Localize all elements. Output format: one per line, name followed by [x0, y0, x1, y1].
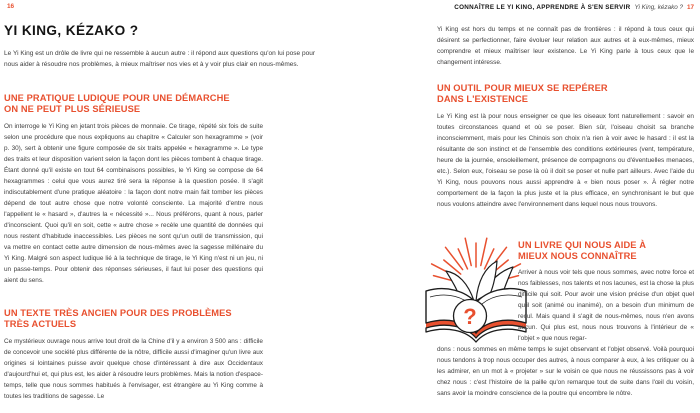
- body-paragraph-livre-narrow: Arriver à nous voir tels que nous sommes, avec notre force et nos faiblesses, nos talents et nos lacunes, est la chose la plus difficile qui soit. Pour avoir une vision précise d'un objet quel qu'il soit (animé ou inanimé), on a besoin d'un minimum de recul. Mais quand il s'agit de nous-mêmes, nous n'en avons aucun. Qui plus est, nous nous trouvons à l'intérieur de « l'objet » que nous regar-: [518, 269, 694, 342]
- body-paragraph-pratique-ludique: On interroge le Yi King en jetant trois pièces de monnaie. Ce tirage, répété six fois de suite selon une procédure que nous expliquons au chapitre « Calculer son hexagramme » (voir p. 30), sert à obtenir une figure composée de six traits appelée « hexagramme ». Le type des traits et leur disposition varient selon la façon dont les pièces tombent à chaque tirage. Étant donné qu'il existe en tout 64 combinaisons possibles, le Yi King se compose de 64 hexagrammes : celui que vous aurez tiré sera la réponse à la question posée. Il s'agit indiscutablement d'une pratique aléatoire : la façon dont notre main fait tomber les pièces dépend de tout autre chose que notre volonté consciente. La majorité d'entre nous l'appellent le « hasard », d'autres la « nécessité »... Nous préférons, quant à nous, parler d'inconscient. Quoi qu'il en soit, cette « autre chose » recèle une quantité de données qui nous restent d'habitude inaccessibles. Les pièces ne sont qu'un outil de transmission, qui va mettre en contact cette autre dimension de nous-mêmes avec la sagesse millénaire du Yi King. Malgré son aspect ludique lié à la technique de tirage, le Yi King n'est ni un jeu, ni un passe-temps. Pour obtenir des réponses sérieuses, il faut lui poser des questions qui aient du sens.: [4, 123, 263, 284]
- running-header-chapter: CONNAÎTRE LE YI KING, APPRENDRE À S'EN SERVIR: [454, 4, 631, 11]
- question-mark-badge: [454, 300, 487, 333]
- section-heading-outil: UN OUTIL POUR MIEUX SE REPÉRER DANS L'EXISTENCE: [437, 83, 608, 105]
- body-paragraph-outil: Le Yi King est là pour nous enseigner ce que les oiseaux font naturellement : savoir en toutes circonstances quand et où se poser. Bien sûr, l'oiseau choisit sa branche inconsciemment, mais pour les Chinois son choix n'a rien à voir avec le hasard : il est la résultante de son instinct et de l'ensemble des conditions extérieures (vent, température, heure de la journée, ensoleillement, présence de compagnons ou d'éventuelles menaces, etc.). Selon eux, l'oiseau se pose là où il doit se poser et nulle part ailleurs. Avec l'aide du Yi King, nous pouvons nous aussi apprendre à « bien nous poser ». À régler notre comportement de la façon la plus juste et la plus efficace, en synchronisant le but que nous voulons atteindre avec l'environnement dans lequel nous nous trouvons.: [437, 113, 694, 208]
- running-header: [454, 4, 694, 11]
- intro-paragraph: Le Yi King est un drôle de livre qui ne ressemble à aucun autre : il répond aux questions qu'on lui pose pour nous aider à résoudre nos problèmes, à mieux maîtriser nos vies et à y voir plus clair en nous-mêmes.: [4, 50, 315, 69]
- body-paragraph-livre-wide: dons : nous sommes en même temps le sujet observant et l'objet observé. Voilà pourquoi nous tendons à trop nous occuper des autres, à nous comparer à eux, à les critiquer ou à les admirer, en un mot à « projeter » sur le voisin ce que nous ne réussissons pas à voir chez nous : c'est l'histoire de la paille qu'on remarque tout de suite dans l'œil du voisin, sans avoir la moindre conscience de la poutre qui encombre le nôtre.: [437, 346, 694, 397]
- page-title: YI KING, KÉZAKO ?: [4, 23, 139, 38]
- lead-paragraph: Yi King est hors du temps et ne connaît pas de frontières : il répond à tous ceux qui désirent se perfectionner, faire évoluer leur relation aux autres et à eux-mêmes, mieux comprendre et mieux maîtriser leur existence. Le Yi King parle à tous ceux que le changement intéresse.: [437, 26, 694, 66]
- right-page: [350, 0, 700, 413]
- page-number-left: 16: [7, 3, 15, 10]
- section-heading-texte-ancien: UN TEXTE TRÈS ANCIEN POUR DES PROBLÈMES TRÈS ACTUELS: [4, 308, 232, 330]
- page-number-right: 17: [686, 4, 694, 11]
- open-book-illustration: [416, 229, 533, 345]
- section-heading-pratique-ludique: UNE PRATIQUE LUDIQUE POUR UNE DÉMARCHE ON NE PEUT PLUS SÉRIEUSE: [4, 93, 230, 115]
- question-mark-icon: ?: [463, 304, 477, 329]
- section-heading-livre: UN LIVRE QUI NOUS AIDE À MIEUX NOUS CONNAÎTRE: [518, 240, 647, 262]
- running-header-section: Yi King, kézako ?: [634, 4, 683, 11]
- body-paragraph-texte-ancien: Ce mystérieux ouvrage nous arrive tout droit de la Chine d'il y a environ 3 500 ans : difficile de concevoir une société plus différente de la nôtre, difficile aussi d'imaginer qu'un livre aux origines si lointaines puisse avoir quelque chose d'intéressant à dire aux Occidentaux d'aujourd'hui et, qui plus est, les aider à résoudre leurs problèmes. Mais la notion d'espace-temps, telle que nous sommes habitués à l'envisager, est étrangère au Yi King comme à toutes les traditions de sagesse. Le: [4, 338, 263, 400]
